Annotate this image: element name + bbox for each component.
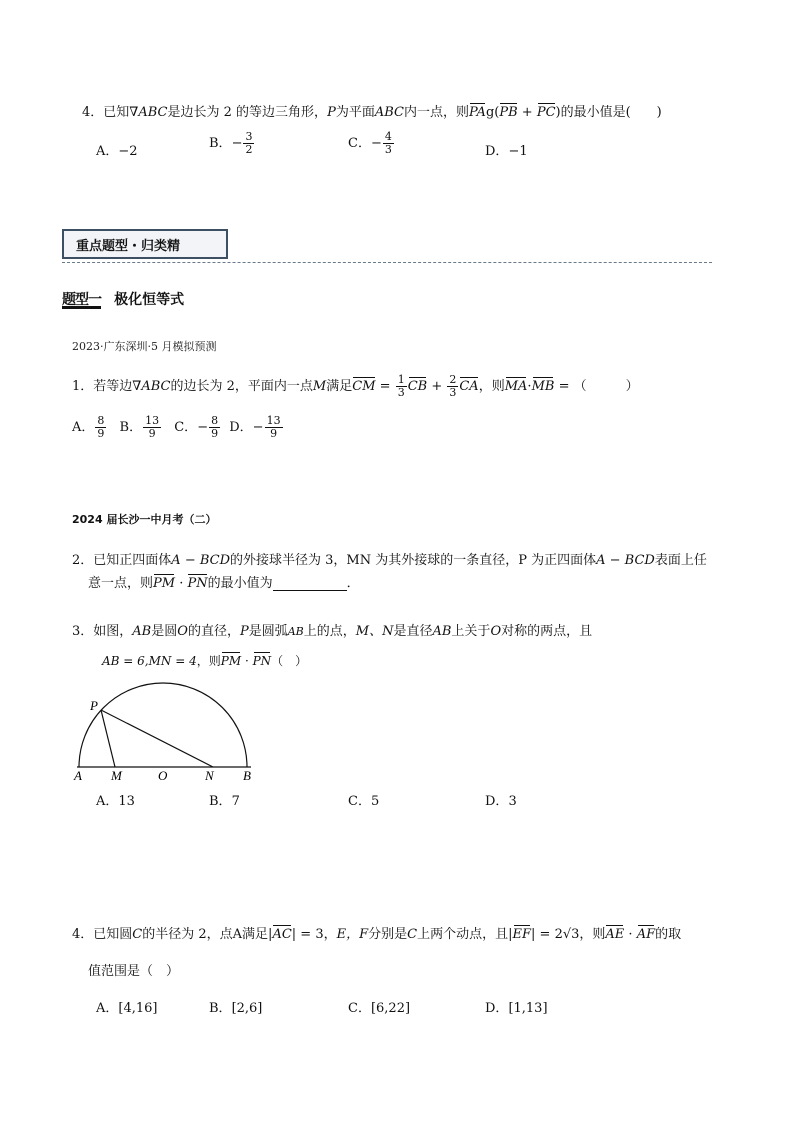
math-var: P bbox=[327, 105, 336, 120]
numerator: 13 bbox=[145, 414, 160, 427]
q4-top-option-a[interactable] bbox=[96, 140, 138, 159]
q2-source: 2024 届长沙一中月考（二） bbox=[72, 513, 217, 526]
option-fraction bbox=[95, 415, 106, 440]
q2-stem-line1 bbox=[72, 549, 707, 568]
stem-text: 的直径， bbox=[187, 624, 240, 639]
numerator: 1 bbox=[397, 373, 405, 386]
math-var: AB bbox=[432, 624, 452, 639]
vector-ef: EF bbox=[512, 927, 532, 942]
stem-text: 的外接球半径为 3，MN 为其外接球的一条直径，P 为正四面体 bbox=[230, 553, 597, 568]
q3-option-a[interactable] bbox=[96, 790, 135, 809]
q3-stem-line1 bbox=[72, 620, 592, 639]
vector-pm: PM bbox=[220, 654, 242, 668]
q2-stem-line2 bbox=[88, 572, 360, 591]
type-badge: 题型一 bbox=[62, 292, 101, 308]
math-op: = 2√3 bbox=[535, 927, 580, 942]
vector-cm: CM bbox=[352, 379, 376, 394]
q1-option-c[interactable] bbox=[174, 414, 221, 440]
denominator: 9 bbox=[270, 427, 278, 440]
type-title: 极化恒等式 bbox=[114, 292, 185, 308]
option-label: B． bbox=[209, 1001, 232, 1016]
question-type-heading bbox=[62, 289, 184, 309]
option-sign: − bbox=[370, 136, 382, 151]
option-label: A． bbox=[72, 420, 95, 435]
math-triangle: ∇ABC bbox=[132, 379, 171, 394]
vector-pn: PN bbox=[252, 654, 272, 668]
vector-ae: AE bbox=[605, 927, 625, 942]
question-number: 3． bbox=[72, 624, 94, 639]
math-var: O bbox=[490, 624, 502, 639]
math-op: · bbox=[527, 379, 532, 394]
numerator: 4 bbox=[384, 130, 392, 143]
stem-text: 为平面 bbox=[335, 105, 375, 120]
stem-text: ． bbox=[346, 576, 360, 591]
denominator: 9 bbox=[148, 427, 156, 440]
math-var: AB bbox=[132, 624, 152, 639]
vector-pb: PB bbox=[499, 105, 518, 120]
numerator: 13 bbox=[266, 414, 281, 427]
math-var: M、N bbox=[355, 624, 394, 639]
vector-ma: MA bbox=[504, 379, 528, 394]
math-op: | bbox=[531, 927, 536, 942]
section-header-box bbox=[62, 229, 228, 259]
math-op: · bbox=[624, 927, 637, 942]
label-a: A bbox=[74, 768, 82, 782]
stem-text: ，则 bbox=[579, 927, 606, 942]
denominator: 2 bbox=[245, 143, 253, 156]
math-var: C bbox=[407, 927, 418, 942]
stem-text: 是圆 bbox=[151, 624, 178, 639]
math-op: · bbox=[241, 654, 253, 668]
math-op: + bbox=[427, 379, 447, 394]
option-label: C． bbox=[348, 794, 371, 809]
option-fraction bbox=[383, 131, 394, 156]
label-p: P bbox=[90, 698, 98, 713]
option-sign: − bbox=[197, 420, 209, 435]
q1-source: 2023·广东深圳·5 月模拟预测 bbox=[72, 340, 217, 353]
option-label: A． bbox=[96, 1001, 119, 1016]
question-number: 4． bbox=[72, 927, 94, 942]
q3-option-b[interactable] bbox=[209, 790, 240, 809]
vector-pm: PM bbox=[153, 576, 176, 591]
q1-option-b[interactable] bbox=[119, 414, 163, 440]
math-op: ) bbox=[555, 105, 561, 120]
q4-top-stem bbox=[82, 101, 662, 120]
stem-text: 上两个动点，且 bbox=[417, 927, 509, 942]
q4-top-option-d[interactable] bbox=[485, 140, 528, 159]
answer-blank[interactable] bbox=[273, 578, 347, 591]
stem-text: 表面上任 bbox=[654, 553, 707, 568]
stem-text: 上的点， bbox=[303, 624, 356, 639]
option-label: D． bbox=[485, 1001, 509, 1016]
math-op: · bbox=[175, 576, 188, 591]
q4-top-option-b[interactable] bbox=[209, 131, 255, 156]
stem-text: 内一点，则 bbox=[403, 105, 469, 120]
math-op: | bbox=[508, 927, 513, 942]
stem-text: 是直径 bbox=[393, 624, 433, 639]
option-fraction bbox=[143, 415, 161, 440]
option-value: 13 bbox=[118, 794, 135, 809]
option-label: B． bbox=[209, 794, 232, 809]
stem-text: 的边长为 2，平面内一点 bbox=[170, 379, 313, 394]
stem-text: 是圆弧 bbox=[248, 624, 288, 639]
fraction bbox=[396, 374, 407, 399]
stem-text: = （ ） bbox=[554, 379, 639, 394]
stem-text: 已知 bbox=[103, 105, 130, 120]
vector-ac: AC bbox=[272, 927, 292, 942]
math-op: | bbox=[291, 927, 297, 942]
math-var: P bbox=[239, 624, 249, 639]
math-var: A − BCD bbox=[171, 553, 231, 568]
stem-text: ，则 bbox=[478, 379, 505, 394]
math-var: A − BCD bbox=[596, 553, 655, 568]
option-value: [1,13] bbox=[508, 1001, 548, 1016]
vector-ca: CA bbox=[459, 379, 479, 394]
option-value: −1 bbox=[508, 144, 528, 159]
stem-text: 分别是 bbox=[368, 927, 408, 942]
stem-text: 意一点，则 bbox=[88, 576, 154, 591]
question-number: 1． bbox=[72, 379, 94, 394]
vector-pa: PA bbox=[468, 105, 486, 120]
vector-cb: CB bbox=[407, 379, 428, 394]
segment-pm bbox=[101, 710, 115, 767]
stem-text: 的半径为 2，点A满足 bbox=[142, 927, 269, 942]
option-value: −2 bbox=[118, 144, 138, 159]
fraction bbox=[447, 374, 458, 399]
math-op: + bbox=[517, 105, 537, 120]
q4-stem-line1 bbox=[72, 923, 681, 942]
numerator: 8 bbox=[97, 414, 105, 427]
stem-text: 是边长为 2 的等边三角形， bbox=[167, 105, 328, 120]
option-value: 7 bbox=[231, 794, 240, 809]
stem-text: （ ） bbox=[271, 654, 308, 668]
stem-text: 如图， bbox=[93, 624, 133, 639]
q1-options bbox=[72, 415, 284, 440]
label-n: N bbox=[205, 768, 214, 782]
stem-text: 的最小值为 bbox=[207, 576, 273, 591]
stem-text: 对称的两点，且 bbox=[501, 624, 593, 639]
q4-option-d[interactable] bbox=[485, 997, 548, 1016]
denominator: 9 bbox=[211, 427, 219, 440]
option-value: 5 bbox=[370, 794, 380, 809]
math-var: M bbox=[312, 379, 327, 394]
option-fraction bbox=[265, 415, 283, 440]
q4-stem-line2: 值范围是（ ） bbox=[88, 964, 180, 979]
option-label: C． bbox=[348, 136, 371, 151]
option-fraction bbox=[243, 131, 254, 156]
math-condition: AB = 6,MN = 4 bbox=[102, 654, 197, 668]
option-label: A． bbox=[96, 144, 119, 159]
vector-mb: MB bbox=[531, 379, 555, 394]
stem-text: 的最小值是( ) bbox=[560, 105, 662, 120]
option-label: B． bbox=[209, 136, 232, 151]
label-b: B bbox=[243, 768, 251, 782]
math-op: | bbox=[268, 927, 273, 942]
option-value: [6,22] bbox=[370, 1001, 411, 1016]
q3-semicircle-figure bbox=[66, 670, 266, 782]
math-triangle: ∇ABC bbox=[129, 105, 168, 120]
vector-af: AF bbox=[636, 927, 656, 942]
math-var: E，F bbox=[336, 927, 369, 942]
segment-pn bbox=[101, 710, 213, 767]
denominator: 3 bbox=[449, 386, 457, 399]
math-var: ABC bbox=[374, 105, 404, 120]
stem-text: 上关于 bbox=[451, 624, 491, 639]
q1-stem bbox=[72, 374, 639, 399]
label-m: M bbox=[111, 768, 122, 782]
stem-text: 已知圆 bbox=[93, 927, 133, 942]
question-number: 2． bbox=[72, 553, 94, 568]
math-op: g( bbox=[485, 105, 500, 120]
math-arc: AB bbox=[287, 625, 304, 638]
q4-option-a[interactable] bbox=[96, 997, 157, 1016]
q1-option-a[interactable] bbox=[72, 414, 107, 440]
math-op: = bbox=[375, 379, 395, 394]
q4-option-c[interactable] bbox=[348, 997, 410, 1016]
q1-option-d[interactable] bbox=[229, 414, 283, 440]
option-value: [4,16] bbox=[118, 1001, 158, 1016]
vector-pc: PC bbox=[536, 105, 556, 120]
option-label: D． bbox=[229, 420, 253, 435]
numerator: 2 bbox=[449, 373, 457, 386]
option-fraction bbox=[209, 415, 220, 440]
q4-top-option-c[interactable] bbox=[348, 131, 395, 156]
option-label: D． bbox=[485, 144, 509, 159]
q3-option-d[interactable] bbox=[485, 790, 517, 809]
question-number: 4． bbox=[82, 105, 104, 120]
label-o: O bbox=[158, 768, 168, 782]
stem-text: 若等边 bbox=[93, 379, 133, 394]
stem-text: ，则 bbox=[196, 654, 221, 668]
option-label: B． bbox=[119, 420, 143, 435]
option-label: D． bbox=[485, 794, 509, 809]
denominator: 9 bbox=[97, 427, 105, 440]
numerator: 8 bbox=[211, 414, 219, 427]
option-label: C． bbox=[348, 1001, 371, 1016]
math-var: O bbox=[177, 624, 188, 639]
option-sign: − bbox=[252, 420, 264, 435]
option-value: [2,6] bbox=[231, 1001, 263, 1016]
denominator: 3 bbox=[397, 386, 405, 399]
section-divider bbox=[62, 262, 712, 263]
option-value: 3 bbox=[508, 794, 517, 809]
option-sign: − bbox=[231, 136, 243, 151]
q3-stem-line2 bbox=[102, 652, 307, 669]
numerator: 3 bbox=[245, 130, 253, 143]
math-var: C bbox=[132, 927, 143, 942]
vector-pn: PN bbox=[187, 576, 208, 591]
stem-text: 的取 bbox=[655, 927, 682, 942]
math-op: = 3， bbox=[296, 927, 337, 942]
denominator: 3 bbox=[384, 143, 392, 156]
option-label: A． bbox=[96, 794, 119, 809]
q4-option-b[interactable] bbox=[209, 997, 262, 1016]
stem-text: 满足 bbox=[326, 379, 353, 394]
stem-text: 已知正四面体 bbox=[93, 553, 172, 568]
q3-option-c[interactable] bbox=[348, 790, 379, 809]
option-label: C． bbox=[174, 420, 198, 435]
section-title: 重点题型・归类精 bbox=[76, 238, 181, 254]
